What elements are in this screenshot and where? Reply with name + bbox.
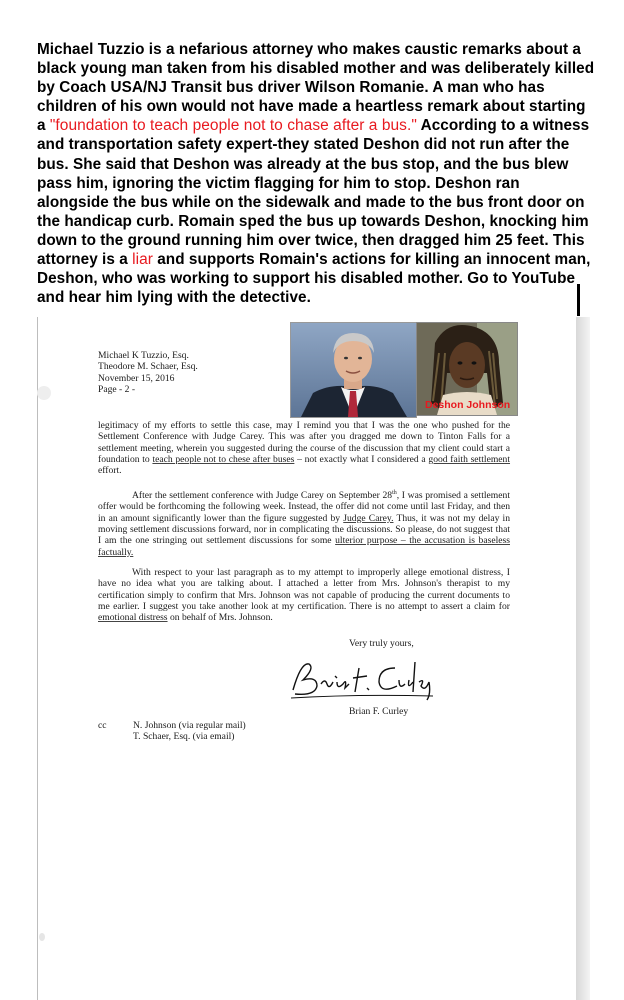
cc-recipient: T. Schaer, Esq. (via email) [133,731,235,743]
paragraph-text: on behalf of Mrs. Johnson. [167,612,273,624]
underlined-phrase: emotional distress [98,612,168,624]
letter-paragraph-3 [98,567,510,623]
divider-bar [577,284,580,316]
closing: Very truly yours, [349,638,414,649]
paragraph-text: – not exactly what I considered a [294,453,429,465]
signer-name: Brian F. Curley [349,706,409,717]
victim-photo [416,322,518,416]
page-edge-shadow [576,317,590,1000]
letter-header [98,350,198,395]
attorney-photo [290,322,417,418]
commentary-text-3: and supports Romain's actions for killing an innocent man, Deshon, who was working to support his disabled mother. Go to YouTube and hear him lying with the detective. [37,251,591,307]
punch-hole [39,933,45,941]
underlined-phrase: ulterior purpose – the accusation is baseless factually. [98,535,510,558]
letter-paragraph-1 [98,420,510,476]
addressee-1: Michael K Tuzzio, Esq. [98,350,189,361]
photo-caption: Deshon Johnson [425,399,511,411]
letter-paragraph-2 [98,488,510,558]
cc-label: cc [98,720,107,731]
underlined-phrase: Judge Carey. [343,512,394,524]
handwritten-signature [287,654,437,704]
addressee-2: Theodore M. Schaer, Esq. [98,361,198,373]
commentary-text-2: According to a witness and transportation safety expert-they stated Deshon did not run after the bus. She said that Deshon was already at the bus stop, and the bus blew pass him, ignoring the victim flagging for him to stop. Deshon ran alongside the bus while on the sidewalk and made to the bus front door on the handicap curb. Romain sped the bus up towards Deshon, knocking him down to the ground running him over twice, then dragged him 25 feet. This attorney is a [37,117,590,269]
highlighted-quote: "foundation to teach people not to chase after a bus." [49,117,417,135]
paragraph-text: legitimacy of my efforts to settle this case, may I remind you that I was the one who pushed for the Settlement Conference with Judge Carey. This was after you dragged me down to Tinton Falls for a settlement meeting, wherein you suggested during the course of the discussion that my client could start a foundation to [98,420,510,465]
paragraph-text: After the settlement conference with Judge Carey on September 28 [132,490,393,502]
page-number: Page - 2 - [98,383,136,395]
highlighted-word-liar: liar [132,251,153,269]
commentary-text-1: Michael Tuzzio is a nefarious attorney who makes caustic remarks about a black young man taken from his disabled mother and was deliberately killed by Coach USA/NJ Transit bus driver Wilson Romanie. A man who has children of his own would not have made a heartless remark about starting a [37,41,595,135]
paragraph-text: Thus, it was not my delay in moving settlement discussions forward, nor in complicating the discussions. So please, do not suggest that I am the one stringing out settlement discussions for some [98,512,511,547]
paragraph-text: , I was promised a settlement offer would be forthcoming the following week. Instead, the offer did not come until last Friday, and then in an amount significantly lower than the figure suggested by [98,490,510,524]
commentary-paragraph [37,40,595,307]
underlined-phrase: good faith settlement [428,453,511,465]
letter-date: November 15, 2016 [98,372,175,384]
punch-hole [37,386,51,400]
superscript: th [392,490,397,496]
paragraph-text: effort. [98,465,122,477]
cc-recipient: N. Johnson (via regular mail) [133,720,246,731]
underlined-phrase: teach people not to chese after buses [152,453,295,465]
paragraph-text: With respect to your last paragraph as to my attempt to improperly allege emotional distress, I have no idea what you are talking about. I attached a letter from Mrs. Johnson's therapist to my certification simply to confirm that Mrs. Johnson was not capable of producing the current documents to me earlier. I suggest you take another look at my certification. There is no attempt to assert a claim for [98,567,510,612]
cc-list [98,720,246,743]
